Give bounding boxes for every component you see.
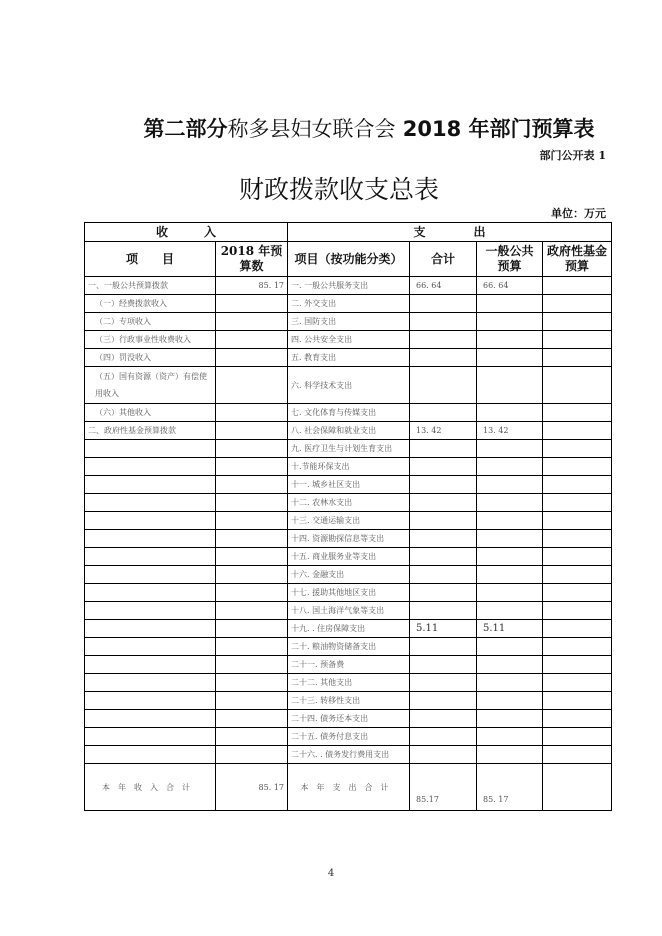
- income-item-cell: [85, 674, 216, 692]
- table-row: [85, 494, 612, 512]
- expense-total-cell: [410, 638, 477, 656]
- income-item-cell: （五）国有资源（资产）有偿使用收入: [85, 367, 216, 404]
- income-item-cell: [85, 584, 216, 602]
- income-item-cell: （一）经费拨款收入: [85, 295, 216, 313]
- expense-general-cell: [477, 656, 543, 674]
- income-budget-cell: [216, 656, 288, 674]
- income-item-cell: [85, 512, 216, 530]
- income-item-cell: [85, 440, 216, 458]
- title-prefix: 第二部分: [143, 117, 228, 141]
- expense-general-cell: [477, 548, 543, 566]
- expense-general-cell: [477, 494, 543, 512]
- expense-general-cell: 13. 42: [477, 422, 543, 440]
- expense-general-cell: [477, 746, 543, 764]
- income-budget-cell: [216, 313, 288, 331]
- income-group-header: 收 入: [85, 223, 288, 242]
- expense-item-cell: 十七. 援助其他地区支出: [288, 584, 410, 602]
- table-row: [85, 331, 612, 349]
- income-budget-cell: [216, 566, 288, 584]
- expense-item-cell: 八. 社会保障和就业支出: [288, 422, 410, 440]
- expense-total-cell: [410, 404, 477, 422]
- income-item-cell: [85, 656, 216, 674]
- table-row: [85, 440, 612, 458]
- expense-item-cell: 十.节能环保支出: [288, 458, 410, 476]
- expense-item-cell: 二十六. . 债务发行费用支出: [288, 746, 410, 764]
- col-expense-item: 项目（按功能分类）: [288, 242, 410, 277]
- expense-total-cell: 5.11: [410, 620, 477, 638]
- expense-total-value: 85.17: [410, 764, 477, 811]
- budget-table: [84, 222, 612, 811]
- expense-fund-cell: [543, 656, 612, 674]
- expense-fund-cell: [543, 620, 612, 638]
- expense-total-cell: [410, 566, 477, 584]
- income-budget-cell: [216, 746, 288, 764]
- expense-total-cell: [410, 440, 477, 458]
- expense-fund-cell: [543, 692, 612, 710]
- expense-general-cell: [477, 638, 543, 656]
- col-expense-total: 合计: [410, 242, 477, 277]
- expense-general-cell: 66. 64: [477, 277, 543, 295]
- col-income-item: 项 目: [85, 242, 216, 277]
- table-row: [85, 349, 612, 367]
- page-title: [0, 113, 662, 143]
- table-row: [85, 674, 612, 692]
- expense-total-cell: [410, 692, 477, 710]
- income-budget-cell: [216, 422, 288, 440]
- income-item-cell: [85, 602, 216, 620]
- expense-general-cell: 5.11: [477, 620, 543, 638]
- expense-total-cell: [410, 584, 477, 602]
- expense-fund-cell: [543, 746, 612, 764]
- table-title: 财政拨款收支总表: [238, 175, 439, 204]
- income-budget-cell: [216, 331, 288, 349]
- income-item-cell: 一、一般公共预算拨款: [85, 277, 216, 295]
- expense-item-cell: 二十四. 债务还本支出: [288, 710, 410, 728]
- expense-item-cell: 十三. 交通运输支出: [288, 512, 410, 530]
- table-row: [85, 313, 612, 331]
- income-budget-cell: 85. 17: [216, 277, 288, 295]
- table-row: [85, 602, 612, 620]
- title-org: 称多县妇女联合会: [227, 117, 396, 141]
- page-number: 4: [327, 868, 335, 879]
- expense-total-cell: [410, 494, 477, 512]
- unit-label: 单位：万元: [551, 207, 606, 220]
- income-budget-cell: [216, 440, 288, 458]
- table-row: [85, 295, 612, 313]
- income-budget-cell: [216, 674, 288, 692]
- expense-fund-cell: [543, 494, 612, 512]
- expense-general-cell: [477, 367, 543, 404]
- table-row: [85, 548, 612, 566]
- expense-fund-cell: [543, 548, 612, 566]
- income-item-cell: [85, 458, 216, 476]
- expense-total-cell: [410, 746, 477, 764]
- expense-general-cell: [477, 349, 543, 367]
- table-row: [85, 367, 612, 404]
- income-budget-cell: [216, 367, 288, 404]
- table-row: [85, 512, 612, 530]
- expense-fund-cell: [543, 422, 612, 440]
- income-item-cell: [85, 638, 216, 656]
- expense-fund-cell: [543, 295, 612, 313]
- table-row: [85, 277, 612, 295]
- expense-total-cell: [410, 602, 477, 620]
- expense-fund-cell: [543, 476, 612, 494]
- col-income-budget: 2018 年预算数: [216, 242, 288, 277]
- title-suffix: 2018 年部门预算表: [395, 117, 595, 141]
- expense-total-cell: [410, 548, 477, 566]
- expense-fund-cell: [543, 440, 612, 458]
- expense-item-cell: 二十三. 转移性支出: [288, 692, 410, 710]
- income-budget-cell: [216, 494, 288, 512]
- table-row: [85, 530, 612, 548]
- expense-general-cell: [477, 476, 543, 494]
- income-item-cell: [85, 548, 216, 566]
- expense-fund-cell: [543, 331, 612, 349]
- income-budget-cell: [216, 638, 288, 656]
- form-number: 部门公开表 1: [539, 149, 606, 162]
- income-budget-cell: [216, 530, 288, 548]
- totals-row: [85, 764, 612, 811]
- expense-item-cell: 十一. 城乡社区支出: [288, 476, 410, 494]
- income-item-cell: （六）其他收入: [85, 404, 216, 422]
- expense-total-cell: 13. 42: [410, 422, 477, 440]
- expense-total-cell: [410, 331, 477, 349]
- income-budget-cell: [216, 458, 288, 476]
- expense-fund-cell: [543, 512, 612, 530]
- expense-item-cell: 二. 外交支出: [288, 295, 410, 313]
- expense-total-cell: [410, 313, 477, 331]
- income-item-cell: [85, 620, 216, 638]
- income-item-cell: [85, 530, 216, 548]
- expense-general-cell: [477, 512, 543, 530]
- income-item-cell: [85, 566, 216, 584]
- expense-fund-cell: [543, 584, 612, 602]
- expense-total-cell: [410, 458, 477, 476]
- expense-item-cell: 十五. 商业服务业等支出: [288, 548, 410, 566]
- income-total-value: 85. 17: [216, 764, 288, 811]
- expense-fund-cell: [543, 277, 612, 295]
- income-budget-cell: [216, 548, 288, 566]
- expense-general-cell: [477, 602, 543, 620]
- table-row: [85, 728, 612, 746]
- expense-group-header: 支 出: [288, 223, 612, 242]
- income-budget-cell: [216, 476, 288, 494]
- income-item-cell: （三）行政事业性收费收入: [85, 331, 216, 349]
- expense-general-cell: [477, 440, 543, 458]
- expense-general-cell: [477, 692, 543, 710]
- expense-general-cell: [477, 728, 543, 746]
- expense-total-cell: [410, 710, 477, 728]
- expense-fund-total: [543, 764, 612, 811]
- expense-fund-cell: [543, 674, 612, 692]
- col-expense-general: 一般公共预算: [477, 242, 543, 277]
- expense-total-cell: [410, 367, 477, 404]
- income-item-cell: 二、政府性基金预算拨款: [85, 422, 216, 440]
- table-row: [85, 746, 612, 764]
- col-expense-fund: 政府性基金预算: [543, 242, 612, 277]
- expense-fund-cell: [543, 566, 612, 584]
- expense-fund-cell: [543, 530, 612, 548]
- expense-total-cell: [410, 656, 477, 674]
- income-budget-cell: [216, 349, 288, 367]
- expense-item-cell: 九. 医疗卫生与计划生育支出: [288, 440, 410, 458]
- table-row: [85, 638, 612, 656]
- expense-item-cell: 一. 一般公共服务支出: [288, 277, 410, 295]
- expense-total-cell: [410, 349, 477, 367]
- income-item-cell: [85, 476, 216, 494]
- income-budget-cell: [216, 295, 288, 313]
- table-row: [85, 692, 612, 710]
- expense-total-cell: [410, 512, 477, 530]
- income-budget-cell: [216, 710, 288, 728]
- income-budget-cell: [216, 620, 288, 638]
- expense-item-cell: 二十一. 预备费: [288, 656, 410, 674]
- expense-general-cell: [477, 404, 543, 422]
- expense-fund-cell: [543, 349, 612, 367]
- expense-fund-cell: [543, 710, 612, 728]
- expense-total-cell: [410, 476, 477, 494]
- expense-item-cell: 十六. 金融支出: [288, 566, 410, 584]
- income-item-cell: [85, 494, 216, 512]
- table-row: [85, 620, 612, 638]
- expense-total-cell: [410, 728, 477, 746]
- expense-total-cell: [410, 530, 477, 548]
- income-budget-cell: [216, 512, 288, 530]
- table-row: [85, 404, 612, 422]
- income-item-cell: （四）罚没收入: [85, 349, 216, 367]
- expense-item-cell: 二十二. 其他支出: [288, 674, 410, 692]
- income-total-label: 本年收入合计: [85, 764, 216, 811]
- expense-general-cell: [477, 566, 543, 584]
- income-budget-cell: [216, 692, 288, 710]
- expense-item-cell: 四. 公共安全支出: [288, 331, 410, 349]
- expense-item-cell: 十四. 资源勘探信息等支出: [288, 530, 410, 548]
- expense-item-cell: 七. 文化体育与传媒支出: [288, 404, 410, 422]
- table-row: [85, 566, 612, 584]
- income-item-cell: [85, 692, 216, 710]
- expense-item-cell: 十二. 农林水支出: [288, 494, 410, 512]
- expense-item-cell: 十九. . 住房保障支出: [288, 620, 410, 638]
- expense-item-cell: 五. 教育支出: [288, 349, 410, 367]
- expense-item-cell: 三. 国防支出: [288, 313, 410, 331]
- expense-general-total: 85. 17: [477, 764, 543, 811]
- expense-total-label: 本年支出合计: [288, 764, 410, 811]
- expense-general-cell: [477, 331, 543, 349]
- expense-general-cell: [477, 584, 543, 602]
- table-row: [85, 458, 612, 476]
- expense-item-cell: 二十. 粮油物资储备支出: [288, 638, 410, 656]
- table-row: [85, 584, 612, 602]
- table-row: [85, 710, 612, 728]
- expense-item-cell: 二十五. 债务付息支出: [288, 728, 410, 746]
- expense-general-cell: [477, 458, 543, 476]
- expense-fund-cell: [543, 728, 612, 746]
- income-budget-cell: [216, 584, 288, 602]
- income-item-cell: （二）专项收入: [85, 313, 216, 331]
- income-budget-cell: [216, 602, 288, 620]
- income-item-cell: [85, 746, 216, 764]
- expense-fund-cell: [543, 458, 612, 476]
- expense-total-cell: 66. 64: [410, 277, 477, 295]
- expense-general-cell: [477, 674, 543, 692]
- expense-general-cell: [477, 313, 543, 331]
- expense-total-cell: [410, 295, 477, 313]
- table-row: [85, 656, 612, 674]
- expense-fund-cell: [543, 602, 612, 620]
- expense-fund-cell: [543, 404, 612, 422]
- expense-general-cell: [477, 530, 543, 548]
- expense-item-cell: 十八. 国土海洋气象等支出: [288, 602, 410, 620]
- expense-fund-cell: [543, 313, 612, 331]
- expense-general-cell: [477, 710, 543, 728]
- income-budget-cell: [216, 728, 288, 746]
- income-item-cell: [85, 728, 216, 746]
- table-row: [85, 422, 612, 440]
- expense-total-cell: [410, 674, 477, 692]
- expense-fund-cell: [543, 367, 612, 404]
- expense-item-cell: 六. 科学技术支出: [288, 367, 410, 404]
- income-budget-cell: [216, 404, 288, 422]
- income-item-cell: [85, 710, 216, 728]
- expense-general-cell: [477, 295, 543, 313]
- expense-fund-cell: [543, 638, 612, 656]
- table-row: [85, 476, 612, 494]
